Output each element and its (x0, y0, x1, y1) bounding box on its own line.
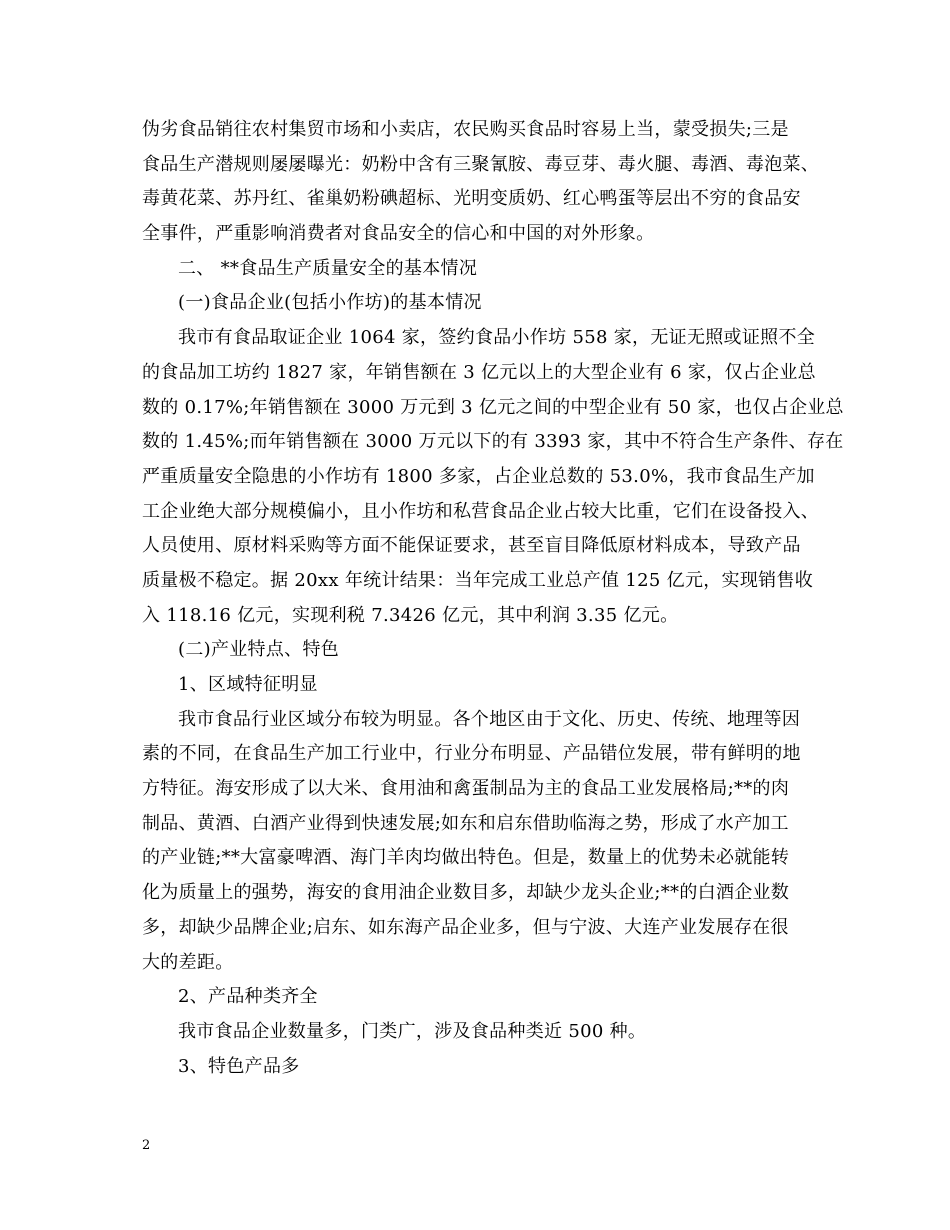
text-line: 严重质量安全隐患的小作坊有 1800 多家，占企业总数的 53.0%，我市食品生产加 (142, 465, 815, 487)
text-line: 我市有食品取证企业 1064 家，签约食品小作坊 558 家，无证无照或证照不全 (178, 327, 816, 349)
text-line: 多，却缺少品牌企业;启东、如东海产品企业多，但与宁波、大连产业发展存在很 (142, 916, 789, 938)
text-line: 伪劣食品销往农村集贸市场和小卖店，农民购买食品时容易上当，蒙受损失;三是 (142, 119, 789, 140)
text-line: 方特征。海安形成了以大米、食用油和禽蛋制品为主的食品工业发展格局;**的肉 (142, 778, 790, 800)
text-line: 二、 **食品生产质量安全的基本情况 (178, 257, 478, 279)
text-line: 数的 1.45%;而年销售额在 3000 万元以下的有 3393 家，其中不符合生产条件、存在 (142, 431, 844, 453)
text-line: 1、区域特征明显 (178, 674, 318, 695)
text-line: 我市食品企业数量多，门类广，涉及食品种类近 500 种。 (178, 1020, 647, 1042)
text-line: 全事件，严重影响消费者对食品安全的信心和中国的对外形象。 (142, 223, 655, 245)
text-line: 我市食品行业区域分布较为明显。各个地区由于文化、历史、传统、地理等因 (178, 708, 801, 730)
text-line: 人员使用、原材料采购等方面不能保证要求，甚至盲目降低原材料成本，导致产品 (142, 535, 801, 557)
text-line: 的食品加工坊约 1827 家，年销售额在 3 亿元以上的大型企业有 6 家，仅占企业总 (142, 361, 816, 383)
text-line: (一)食品企业(包括小作坊)的基本情况 (178, 292, 482, 314)
page-number: 2 (142, 1138, 151, 1153)
text-line: 制品、黄酒、白酒产业得到快速发展;如东和启东借助临海之势，形成了水产加工 (142, 812, 789, 834)
text-line: 数的 0.17%;年销售额在 3000 万元到 3 亿元之间的中型企业有 50 家，也仅占企业总 (142, 396, 844, 418)
text-line: 毒黄花菜、苏丹红、雀巢奶粉碘超标、光明变质奶、红心鸭蛋等层出不穷的食品安 (142, 188, 801, 210)
text-line: (二)产业特点、特色 (178, 639, 340, 661)
text-line: 入 118.16 亿元，实现利税 7.3426 亿元，其中利润 3.35 亿元。 (142, 604, 679, 626)
text-line: 工企业绝大部分规模偏小，且小作坊和私营食品企业占较大比重，它们在设备投入、 (142, 500, 820, 522)
text-line: 化为质量上的强势，海安的食用油企业数目多，却缺少龙头企业;**的白酒企业数 (142, 882, 790, 904)
text-line: 素的不同，在食品生产加工行业中，行业分布明显、产品错位发展，带有鲜明的地 (142, 743, 801, 765)
text-line: 食品生产潜规则屡屡曝光：奶粉中含有三聚氰胺、毒豆芽、毒火腿、毒酒、毒泡菜、 (142, 153, 820, 175)
text-line: 大的差距。 (142, 951, 234, 973)
text-line: 2、产品种类齐全 (178, 986, 318, 1008)
text-line: 3、特色产品多 (178, 1055, 300, 1077)
document-body (142, 113, 844, 1084)
text-line: 的产业链;**大富豪啤酒、海门羊肉均做出特色。但是，数量上的优势未必就能转 (142, 847, 790, 869)
text-line: 质量极不稳定。据 20xx 年统计结果：当年完成工业总产值 125 亿元，实现销售收 (142, 569, 814, 591)
